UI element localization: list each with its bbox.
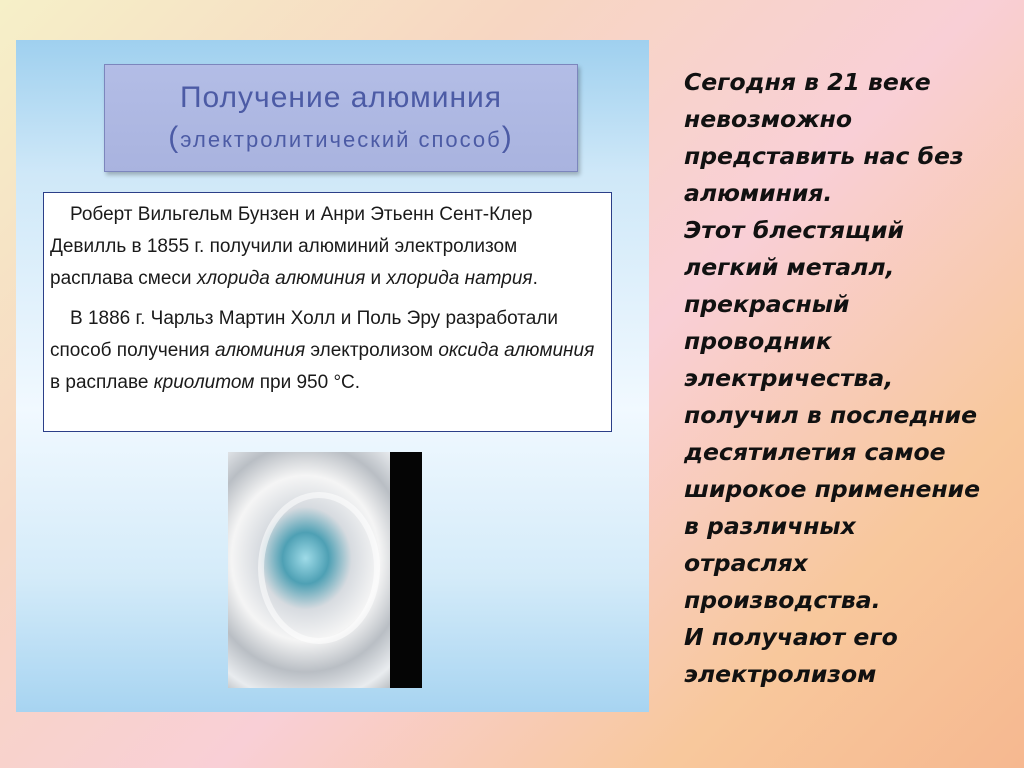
subtitle-close-paren: ) <box>501 121 514 154</box>
side-text-line: невозможно <box>684 105 852 133</box>
p1-italic-2: хлорида натрия <box>386 268 533 289</box>
side-text-line: проводник <box>684 327 832 355</box>
p1-text-1: Роберт Вильгельм Бунзен и Анри Этьенн Сент-Клер Девилль в 1855 г. получили алюминий электролизом расплава смеси <box>50 204 533 289</box>
p2-text-1: В 1886 г. Чарльз Мартин Холл и Поль Эру разработали способ получения <box>50 308 558 361</box>
side-text-line: электричества, <box>684 364 894 392</box>
title-box <box>104 64 578 172</box>
title-main: Получение алюминия <box>179 81 503 114</box>
p1-text-3: . <box>532 268 538 289</box>
p2-text-3: в расплаве <box>50 372 154 393</box>
side-text-line: отраслях <box>684 549 808 577</box>
slide-panel <box>16 40 649 712</box>
subtitle-open-paren: ( <box>168 121 181 154</box>
side-text-line: получил в последние <box>684 401 978 429</box>
p2-text-2: электролизом <box>305 340 439 361</box>
info-paragraph-1 <box>50 199 603 295</box>
subtitle-text: электролитический способ <box>180 127 502 152</box>
side-text-line: алюминия. <box>684 179 833 207</box>
side-text-line: легкий металл, <box>684 253 895 281</box>
side-text-line: производства. <box>684 586 881 614</box>
side-text-line: десятилетия самое <box>684 438 946 466</box>
side-text-line: прекрасный <box>684 290 850 318</box>
p2-italic-3: криолитом <box>153 372 255 393</box>
info-paragraph-2 <box>50 303 603 399</box>
side-text-line: Сегодня в 21 веке <box>684 68 931 96</box>
p1-text-2: и <box>365 268 387 289</box>
coil-ring <box>258 492 380 644</box>
p2-italic-1: алюминия <box>214 340 306 361</box>
p2-text-4: при 950 °С. <box>254 372 361 393</box>
side-text <box>684 64 1014 693</box>
p2-italic-2: оксида алюминия <box>438 340 595 361</box>
side-text-line: представить нас без <box>684 142 964 170</box>
side-text-line: И получают его <box>684 623 898 651</box>
p1-italic-1: хлорида алюминия <box>196 268 366 289</box>
info-box <box>43 192 612 432</box>
aluminum-coil-image <box>228 452 422 688</box>
side-text-line: электролизом <box>684 660 877 688</box>
side-text-line: в различных <box>684 512 856 540</box>
title-subtitle <box>105 121 577 155</box>
image-dark-edge <box>390 452 422 688</box>
side-text-line: широкое применение <box>684 475 981 503</box>
side-text-line: Этот блестящий <box>684 216 904 244</box>
